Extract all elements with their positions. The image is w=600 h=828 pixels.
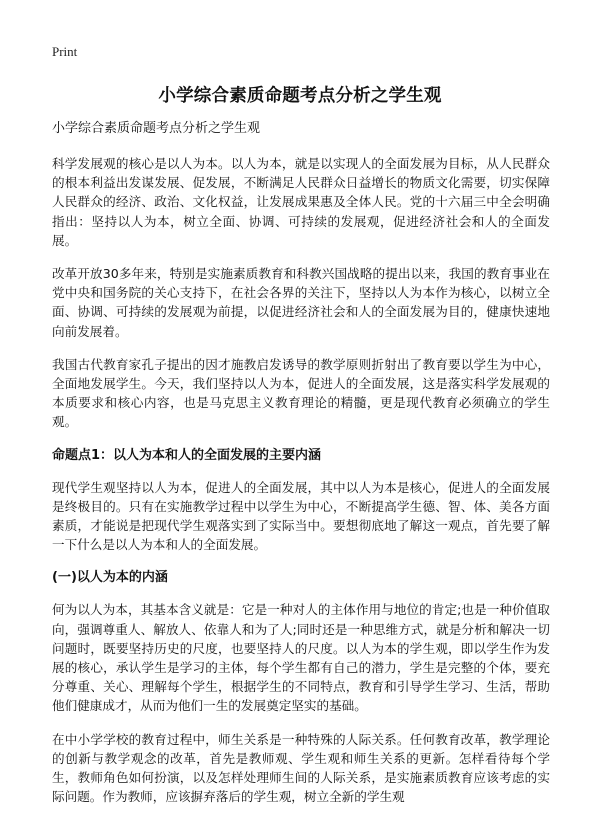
paragraph-intro-2: 改革开放30多年来，特别是实施素质教育和科教兴国战略的提出以来，我国的教育事业在党中央和国务院的关心支持下，在社会各界的关注下，坚持以人为本作为核心，以树立全面、协调、可持续的发展观为前提，以促进经济社会和人的全面发展为目的，健康快速地向前发展着。	[52, 266, 550, 339]
article-body	[52, 119, 550, 820]
paragraph-section-1: 现代学生观坚持以人为本，促进人的全面发展，其中以人为本是核心，促进人的全面发展是终极目的。只有在实施教学过程中以学生为中心，不断提高学生德、智、体、美各方面素质，才能说是把现代学生观落实到了实际当中。要想彻底地了解这一观点，首先要了解一下什么是以人为本和人的全面发展。	[52, 479, 550, 553]
paragraph-section-2b: 在中小学学校的教育过程中，师生关系是一种特殊的人际关系。任何教育改革，教学理论的创新与教学观念的改革，首先是教师观、学生观和师生关系的更新。怎样看待每个学生，教师角色如何扮演，以及怎样处理师生间的人际关系，是实施素质教育应该考虑的实际问题。作为教师，应该摒弃落后的学生观，树立全新的学生观	[52, 731, 550, 805]
print-link[interactable]: Print	[52, 44, 78, 59]
article-subtitle: 小学综合素质命题考点分析之学生观	[52, 121, 261, 136]
section-heading-2: (一)以人为本的内涵	[52, 570, 168, 586]
page-title: 小学综合素质命题考点分析之学生观	[158, 86, 442, 106]
paragraph-section-2a: 何为以人为本，其基本含义就是：它是一种对人的主体作用与地位的肯定;也是一种价值取向，强调尊重人、解放人、依靠人和为了人;同时还是一种思维方式，就是分析和解决一切问题时，既要坚持历史的尺度，也要坚持人的尺度。以人为本的学生观，即以学生作为发展的核心，承认学生是学习的主体，每个学生都有自己的潜力，学生是完整的个体，要充分尊重、关心、理解每个学生，根据学生的不同特点，教育和引导学生学习、生活，帮助他们健康成才，从而为他们一生的发展奠定坚实的基础。	[52, 602, 550, 714]
paragraph-intro-3: 我国古代教育家孔子提出的因才施教启发诱导的教学原则折射出了教育要以学生为中心，全面地发展学生。今天，我们坚持以人为本，促进人的全面发展，这是落实科学发展观的本质要求和核心内容，也是马克思主义教育理论的精髓，更是现代教育必须确立的学生观。	[52, 356, 550, 430]
paragraph-intro-1: 科学发展观的核心是以人为本。以人为本，就是以实现人的全面发展为目标，从人民群众的根本利益出发谋发展、促发展，不断满足人民群众日益增长的物质文化需要，切实保障人民群众的经济、政治、文化权益，让发展成果惠及全体人民。党的十六届三中全会明确指出：坚持以人为本，树立全面、协调、可持续的发展观，促进经济社会和人的全面发展。	[52, 156, 550, 248]
section-heading-1: 命题点1：以人为本和人的全面发展的主要内涵	[52, 447, 322, 463]
